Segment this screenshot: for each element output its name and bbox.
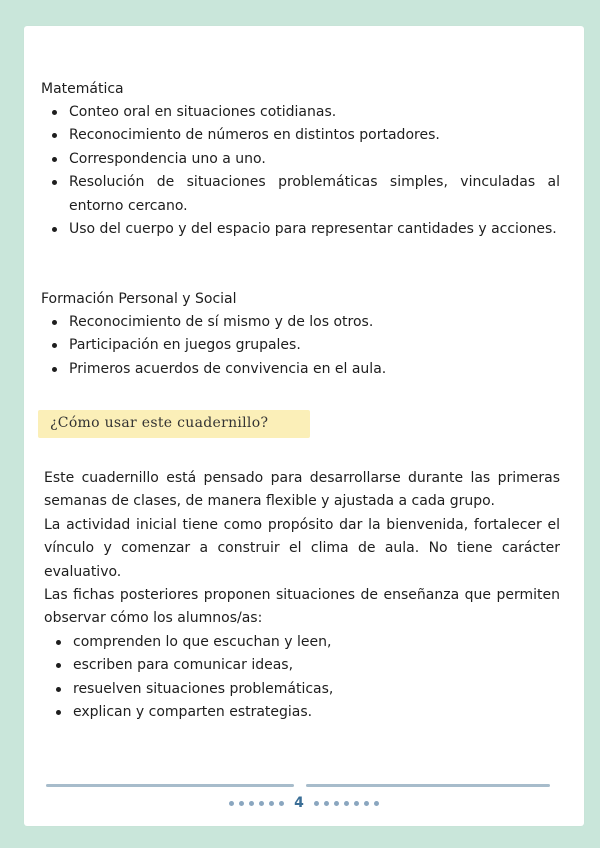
body-text bbox=[44, 467, 560, 724]
footer-divider-left bbox=[46, 784, 294, 787]
dots-right-icon bbox=[314, 801, 379, 806]
matematica-list bbox=[41, 101, 560, 241]
list-item: Participación en juegos grupales. bbox=[69, 334, 560, 357]
formacion-section bbox=[41, 288, 560, 381]
matematica-heading: Matemática bbox=[41, 81, 124, 97]
list-item: escriben para comunicar ideas, bbox=[73, 654, 560, 677]
list-item: Conteo oral en situaciones cotidianas. bbox=[69, 101, 560, 124]
section-callout bbox=[38, 410, 310, 438]
paragraph: La actividad inicial tiene como propósito dar la bienvenida, fortalecer el vínculo y comenzar a construir el clima de aula. No tiene carácter evaluativo. bbox=[44, 516, 560, 580]
footer-divider-right bbox=[306, 784, 550, 787]
observation-list bbox=[44, 631, 560, 725]
list-item: explican y comparten estrategias. bbox=[73, 701, 560, 724]
list-item: comprenden lo que escuchan y leen, bbox=[73, 631, 560, 654]
page-footer bbox=[24, 795, 584, 811]
list-item: Uso del cuerpo y del espacio para representar cantidades y acciones. bbox=[69, 218, 560, 241]
paragraph: Este cuadernillo está pensado para desarrollarse durante las primeras semanas de clases, de manera flexible y ajustada a cada grupo. bbox=[44, 470, 560, 510]
list-item: Primeros acuerdos de convivencia en el aula. bbox=[69, 358, 560, 381]
list-item: Resolución de situaciones problemáticas simples, vinculadas al entorno cercano. bbox=[69, 171, 560, 218]
list-item: Correspondencia uno a uno. bbox=[69, 148, 560, 171]
paragraph: Las fichas posteriores proponen situaciones de enseñanza que permiten observar cómo los alumnos/as: bbox=[44, 587, 560, 627]
document-page bbox=[24, 26, 584, 826]
callout-title: ¿Cómo usar este cuadernillo? bbox=[50, 415, 269, 431]
list-item: Reconocimiento de números en distintos portadores. bbox=[69, 124, 560, 147]
formacion-list bbox=[41, 311, 560, 381]
formacion-heading: Formación Personal y Social bbox=[41, 291, 237, 307]
matematica-section bbox=[41, 78, 560, 241]
list-item: Reconocimiento de sí mismo y de los otros. bbox=[69, 311, 560, 334]
list-item: resuelven situaciones problemáticas, bbox=[73, 678, 560, 701]
dots-left-icon bbox=[229, 801, 284, 806]
page-number: 4 bbox=[294, 795, 304, 811]
